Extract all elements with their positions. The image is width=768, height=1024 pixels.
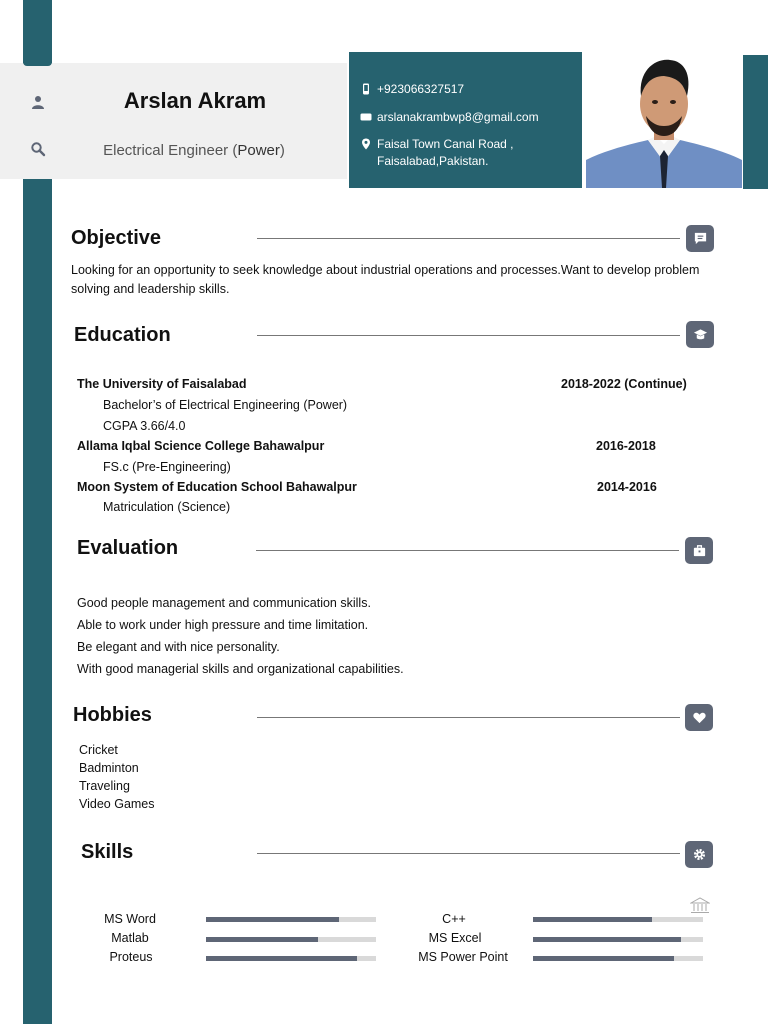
skill-bar-fill	[206, 937, 318, 942]
skill-name: MS Word	[104, 912, 156, 926]
skill-bar-fill	[533, 937, 681, 942]
person-name: Arslan Akram	[123, 88, 267, 113]
objective-heading: Objective	[71, 227, 162, 249]
education-detail: CGPA 3.66/4.0	[103, 419, 186, 433]
gear-icon	[685, 841, 713, 868]
search-icon	[27, 138, 49, 160]
address-row	[377, 136, 557, 170]
skill-bar	[533, 917, 703, 922]
skill-name: MS Excel	[428, 931, 482, 945]
evaluation-item: With good managerial skills and organizational capabilities.	[77, 662, 404, 676]
skill-bar	[206, 937, 376, 942]
skill-bar	[206, 956, 376, 961]
education-school-1: The University of Faisalabad	[77, 377, 247, 391]
location-pin-icon	[359, 137, 372, 151]
heart-icon	[685, 704, 713, 731]
evaluation-heading: Evaluation	[77, 537, 179, 559]
skill-bar-fill	[206, 917, 339, 922]
skill-name: Proteus	[109, 950, 153, 964]
skill-bar	[533, 956, 703, 961]
email-icon	[359, 110, 372, 124]
profile-photo	[586, 52, 742, 188]
education-years-2: 2016-2018	[596, 439, 656, 453]
graduation-cap-icon	[686, 321, 714, 348]
phone-row	[377, 81, 464, 98]
hobby-item: Video Games	[79, 797, 155, 811]
skill-name: C++	[442, 912, 466, 926]
education-divider	[257, 335, 680, 336]
education-years-1: 2018-2022 (Continue)	[561, 377, 687, 391]
skill-name: MS Power Point	[418, 950, 508, 964]
briefcase-icon	[685, 537, 713, 564]
objective-divider	[257, 238, 680, 239]
education-detail: FS.c (Pre-Engineering)	[103, 460, 231, 474]
skills-divider	[257, 853, 680, 854]
skill-name: Matlab	[111, 931, 149, 945]
job-title: Electrical Engineer (Power)	[103, 142, 285, 159]
skill-bar-fill	[533, 956, 674, 961]
header-panel	[0, 63, 347, 179]
left-accent-tab	[23, 0, 52, 66]
phone-icon	[359, 82, 372, 96]
evaluation-item: Good people management and communication skills.	[77, 596, 371, 610]
skill-bar	[206, 917, 376, 922]
objective-text: Looking for an opportunity to seek knowledge about industrial operations and processes.Want to develop problem solving and leadership skills.	[71, 263, 700, 296]
evaluation-divider	[256, 550, 679, 551]
hobbies-heading: Hobbies	[73, 704, 152, 726]
education-detail: Bachelor’s of Electrical Engineering (Power)	[103, 398, 348, 412]
phone-text: +923066327517	[377, 82, 465, 96]
email-text: arslanakrambwp8@gmail.com	[377, 110, 539, 124]
user-icon	[27, 91, 49, 113]
education-school-3: Moon System of Education School Bahawalpur	[77, 480, 357, 494]
education-school-2: Allama Iqbal Science College Bahawalpur	[77, 439, 325, 453]
hobby-item: Traveling	[79, 779, 130, 793]
right-accent-strip	[743, 55, 768, 189]
bank-icon	[690, 897, 710, 915]
hobbies-divider	[257, 717, 680, 718]
chat-icon	[686, 225, 714, 252]
email-row	[377, 109, 539, 126]
skills-heading: Skills	[81, 841, 134, 863]
skill-bar-fill	[533, 917, 652, 922]
evaluation-item: Be elegant and with nice personality.	[77, 640, 280, 654]
education-heading: Education	[74, 324, 171, 346]
address-text: Faisal Town Canal Road , Faisalabad,Pakistan.	[377, 137, 514, 168]
hobby-item: Cricket	[79, 743, 118, 757]
skill-bar	[533, 937, 703, 942]
education-years-3: 2014-2016	[597, 480, 657, 494]
contact-panel	[349, 52, 582, 188]
evaluation-item: Able to work under high pressure and time limitation.	[77, 618, 369, 632]
skill-bar-fill	[206, 956, 357, 961]
education-detail: Matriculation (Science)	[103, 500, 231, 514]
hobby-item: Badminton	[79, 761, 139, 775]
